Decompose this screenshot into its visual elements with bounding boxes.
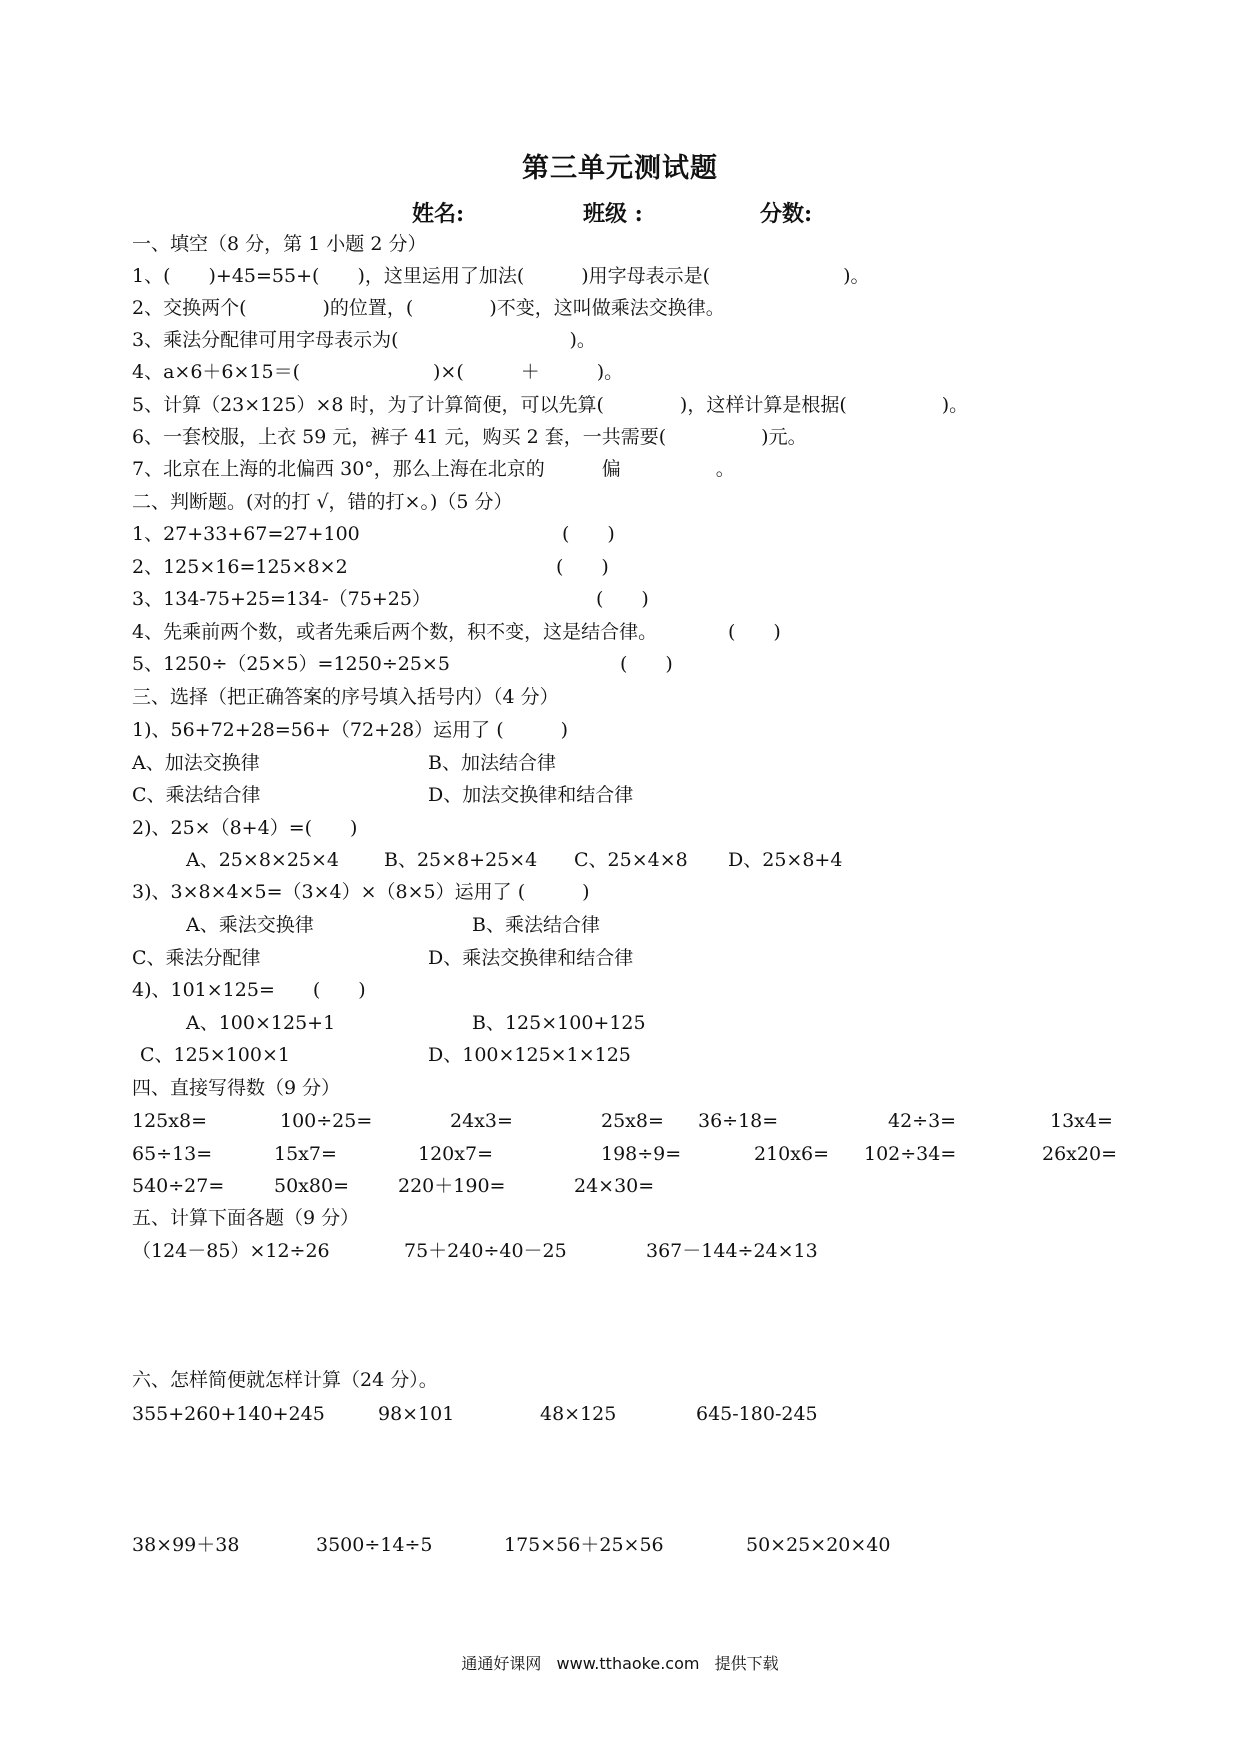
judge-item-4: 4、先乘前两个数，或者先乘后两个数，积不变，这是结合律。 [132, 621, 658, 643]
oral-calc-item: 198÷9= [601, 1143, 682, 1165]
oral-calc-item: 102÷34= [864, 1143, 957, 1165]
choice-q2-b: B、25×8+25×4 [384, 849, 538, 871]
choice-q3-b: B、乘法结合律 [472, 914, 600, 936]
fill-item-7: 7、北京在上海的北偏西 30°，那么上海在北京的 偏 。 [132, 458, 735, 480]
oral-calc-item: 220＋190= [398, 1175, 506, 1197]
choice-q2-a: A、25×8×25×4 [186, 849, 340, 871]
choice-q4-stem: 4)、101×125= ( ) [132, 979, 366, 1001]
section4-heading: 四、直接写得数（9 分） [132, 1077, 341, 1099]
class-label: 班级 : [583, 201, 643, 227]
choice-q1-stem: 1)、56+72+28=56+（72+28）运用了 ( ) [132, 719, 569, 741]
page-title: 第三单元测试题 [522, 153, 718, 184]
calc-item: 367－144÷24×13 [646, 1240, 818, 1262]
fill-item-1: 1、( )+45=55+( )，这里运用了加法( )用字母表示是( )。 [132, 265, 870, 287]
score-label: 分数: [760, 201, 813, 227]
choice-q1-c: C、乘法结合律 [132, 784, 261, 806]
calc-item: 75＋240÷40－25 [404, 1240, 567, 1262]
simplify-item: 38×99＋38 [132, 1534, 240, 1556]
choice-q4-c: C、125×100×1 [140, 1044, 290, 1066]
fill-item-3: 3、乘法分配律可用字母表示为( )。 [132, 329, 596, 351]
section6-heading: 六、怎样简便就怎样计算（24 分）。 [132, 1369, 438, 1391]
choice-q2-c: C、25×4×8 [574, 849, 688, 871]
oral-calc-item: 15x7= [274, 1143, 337, 1165]
name-label: 姓名: [412, 201, 465, 227]
judge-mark-3: ( ) [596, 588, 649, 610]
oral-calc-item: 36÷18= [698, 1110, 779, 1132]
oral-calc-item: 210x6= [754, 1143, 829, 1165]
judge-item-2: 2、125×16=125×8×2 [132, 556, 348, 578]
choice-q2-d: D、25×8+4 [728, 849, 843, 871]
fill-item-6: 6、一套校服，上衣 59 元，裤子 41 元，购买 2 套，一共需要( )元。 [132, 426, 807, 448]
choice-q3-c: C、乘法分配律 [132, 947, 261, 969]
choice-q3-d: D、乘法交换律和结合律 [428, 947, 634, 969]
choice-q1-d: D、加法交换律和结合律 [428, 784, 634, 806]
oral-calc-item: 24×30= [574, 1175, 655, 1197]
footer-site-name: 通通好课网 [461, 1654, 542, 1673]
simplify-item: 98×101 [378, 1403, 455, 1425]
calc-item: （124－85）×12÷26 [132, 1240, 330, 1262]
page-footer [0, 1651, 1240, 1674]
section1-heading: 一、填空（8 分，第 1 小题 2 分） [132, 233, 427, 255]
section3-heading: 三、选择（把正确答案的序号填入括号内）（4 分） [132, 686, 559, 708]
choice-q4-d: D、100×125×1×125 [428, 1044, 631, 1066]
fill-item-5: 5、计算（23×125）×8 时，为了计算简便，可以先算( )，这样计算是根据( )。 [132, 394, 969, 416]
simplify-item: 645-180-245 [696, 1403, 818, 1425]
oral-calc-item: 100÷25= [280, 1110, 373, 1132]
oral-calc-item: 26x20= [1042, 1143, 1117, 1165]
footer-url-link[interactable]: www.tthaoke.com [556, 1654, 700, 1673]
judge-mark-5: ( ) [620, 653, 673, 675]
judge-item-1: 1、27+33+67=27+100 [132, 523, 360, 545]
oral-calc-item: 42÷3= [888, 1110, 957, 1132]
judge-mark-4: ( ) [728, 621, 781, 643]
oral-calc-item: 540÷27= [132, 1175, 225, 1197]
oral-calc-item: 13x4= [1050, 1110, 1113, 1132]
oral-calc-item: 125x8= [132, 1110, 207, 1132]
footer-note: 提供下载 [714, 1654, 779, 1673]
simplify-item: 48×125 [540, 1403, 617, 1425]
choice-q2-stem: 2)、25×（8+4）=( ) [132, 817, 358, 839]
choice-q3-a: A、乘法交换律 [186, 914, 314, 936]
oral-calc-item: 24x3= [450, 1110, 513, 1132]
simplify-item: 175×56＋25×56 [504, 1534, 664, 1556]
fill-item-2: 2、交换两个( )的位置，( )不变，这叫做乘法交换律。 [132, 297, 725, 319]
simplify-item: 3500÷14÷5 [316, 1534, 433, 1556]
oral-calc-item: 65÷13= [132, 1143, 213, 1165]
judge-item-5: 5、1250÷（25×5）=1250÷25×5 [132, 653, 450, 675]
choice-q4-a: A、100×125+1 [186, 1012, 336, 1034]
judge-mark-2: ( ) [556, 556, 609, 578]
choice-q4-b: B、125×100+125 [472, 1012, 646, 1034]
simplify-item: 355+260+140+245 [132, 1403, 325, 1425]
section2-heading: 二、判断题。(对的打 √，错的打×。)（5 分） [132, 491, 513, 513]
choice-q1-b: B、加法结合律 [428, 752, 556, 774]
simplify-item: 50×25×20×40 [746, 1534, 891, 1556]
fill-item-4: 4、a×6＋6×15＝( )×( ＋ )。 [132, 361, 624, 383]
oral-calc-item: 25x8= [601, 1110, 664, 1132]
judge-mark-1: ( ) [562, 523, 615, 545]
judge-item-3: 3、134-75+25=134-（75+25） [132, 588, 431, 610]
oral-calc-item: 120x7= [418, 1143, 493, 1165]
section5-heading: 五、计算下面各题（9 分） [132, 1207, 360, 1229]
oral-calc-item: 50x80= [274, 1175, 349, 1197]
choice-q1-a: A、加法交换律 [132, 752, 260, 774]
choice-q3-stem: 3)、3×8×4×5=（3×4）×（8×5）运用了 ( ) [132, 881, 590, 903]
